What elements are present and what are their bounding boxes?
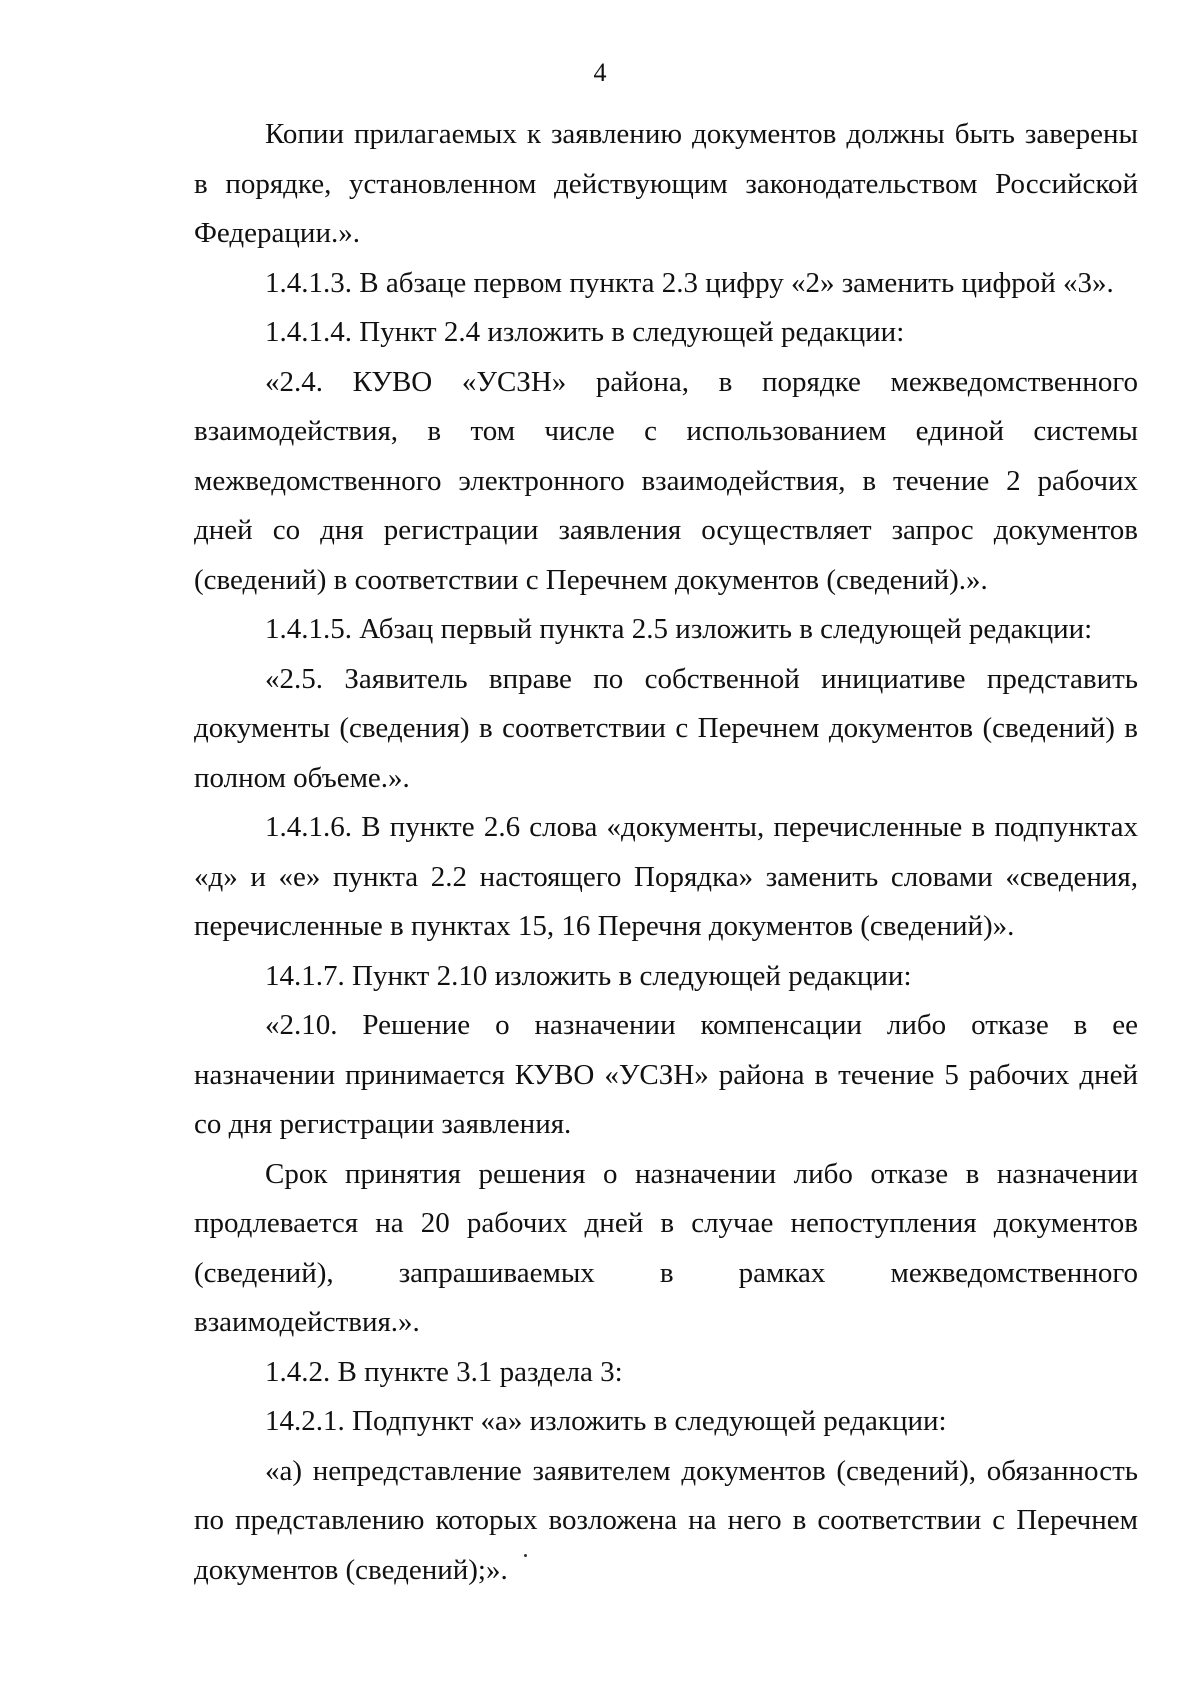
paragraph-copies-certification: Копии прилагаемых к заявлению документов должны быть заверены в порядке, установленном действующим законодательством Российской Федерации.». bbox=[194, 118, 1138, 249]
scan-artifact-dot bbox=[524, 1554, 527, 1557]
paragraph-decision-term: Срок принятия решения о назначении либо отказе в назначении продлевается на 20 рабочих дней в случае непоступления документов (сведений), запрашиваемых в рамках межведомственного взаимодействия.». bbox=[194, 1157, 1138, 1338]
paragraph-2-10-text: «2.10. Решение о назначении компенсации либо отказе в ее назначении принимается КУВО «УСЗН» района в течение 5 рабочих дней со дня регистрации заявления. bbox=[194, 1009, 1138, 1140]
paragraph-1-4-1-6: 1.4.1.6. В пункте 2.6 слова «документы, перечисленные в подпунктах «д» и «е» пункта 2.2 настоящего Порядка» заменить словами «сведения, перечисленные в пунктах 15, 16 Перечня документов (сведений)». bbox=[194, 811, 1138, 942]
paragraph-subitem-a: «а) непредставление заявителем документов (сведений), обязанность по представлению которых возложена на него в соответствии с Перечнем документов (сведений);». bbox=[194, 1454, 1138, 1586]
document-body bbox=[194, 110, 1138, 1595]
paragraph-1-4-2: 1.4.2. В пункте 3.1 раздела 3: bbox=[265, 1355, 623, 1388]
page-number: 4 bbox=[593, 58, 607, 87]
paragraph-1-4-1-5: 1.4.1.5. Абзац первый пункта 2.5 изложить в следующей редакции: bbox=[265, 613, 1093, 645]
paragraph-2-5-text: «2.5. Заявитель вправе по собственной инициативе представить документы (сведения) в соответствии с Перечнем документов (сведений) в полном объеме.». bbox=[194, 662, 1138, 794]
paragraph-1-4-1-4: 1.4.1.4. Пункт 2.4 изложить в следующей редакции: bbox=[265, 316, 905, 348]
paragraph-1-4-1-3: 1.4.1.3. В абзаце первом пункта 2.3 цифру «2» заменить цифрой «3». bbox=[265, 266, 1114, 299]
paragraph-14-1-7: 14.1.7. Пункт 2.10 изложить в следующей редакции: bbox=[265, 959, 912, 992]
paragraph-2-4-text: «2.4. КУВО «УСЗН» района, в порядке межведомственного взаимодействия, в том числе с использованием единой системы межведомственного электронного взаимодействия, в течение 2 рабочих дней со дня регистрации заявления осуществляет запрос документов (сведений) в соответствии с Перечнем документов (сведений).». bbox=[194, 365, 1138, 596]
paragraph-14-2-1: 14.2.1. Подпункт «а» изложить в следующей редакции: bbox=[265, 1405, 947, 1437]
